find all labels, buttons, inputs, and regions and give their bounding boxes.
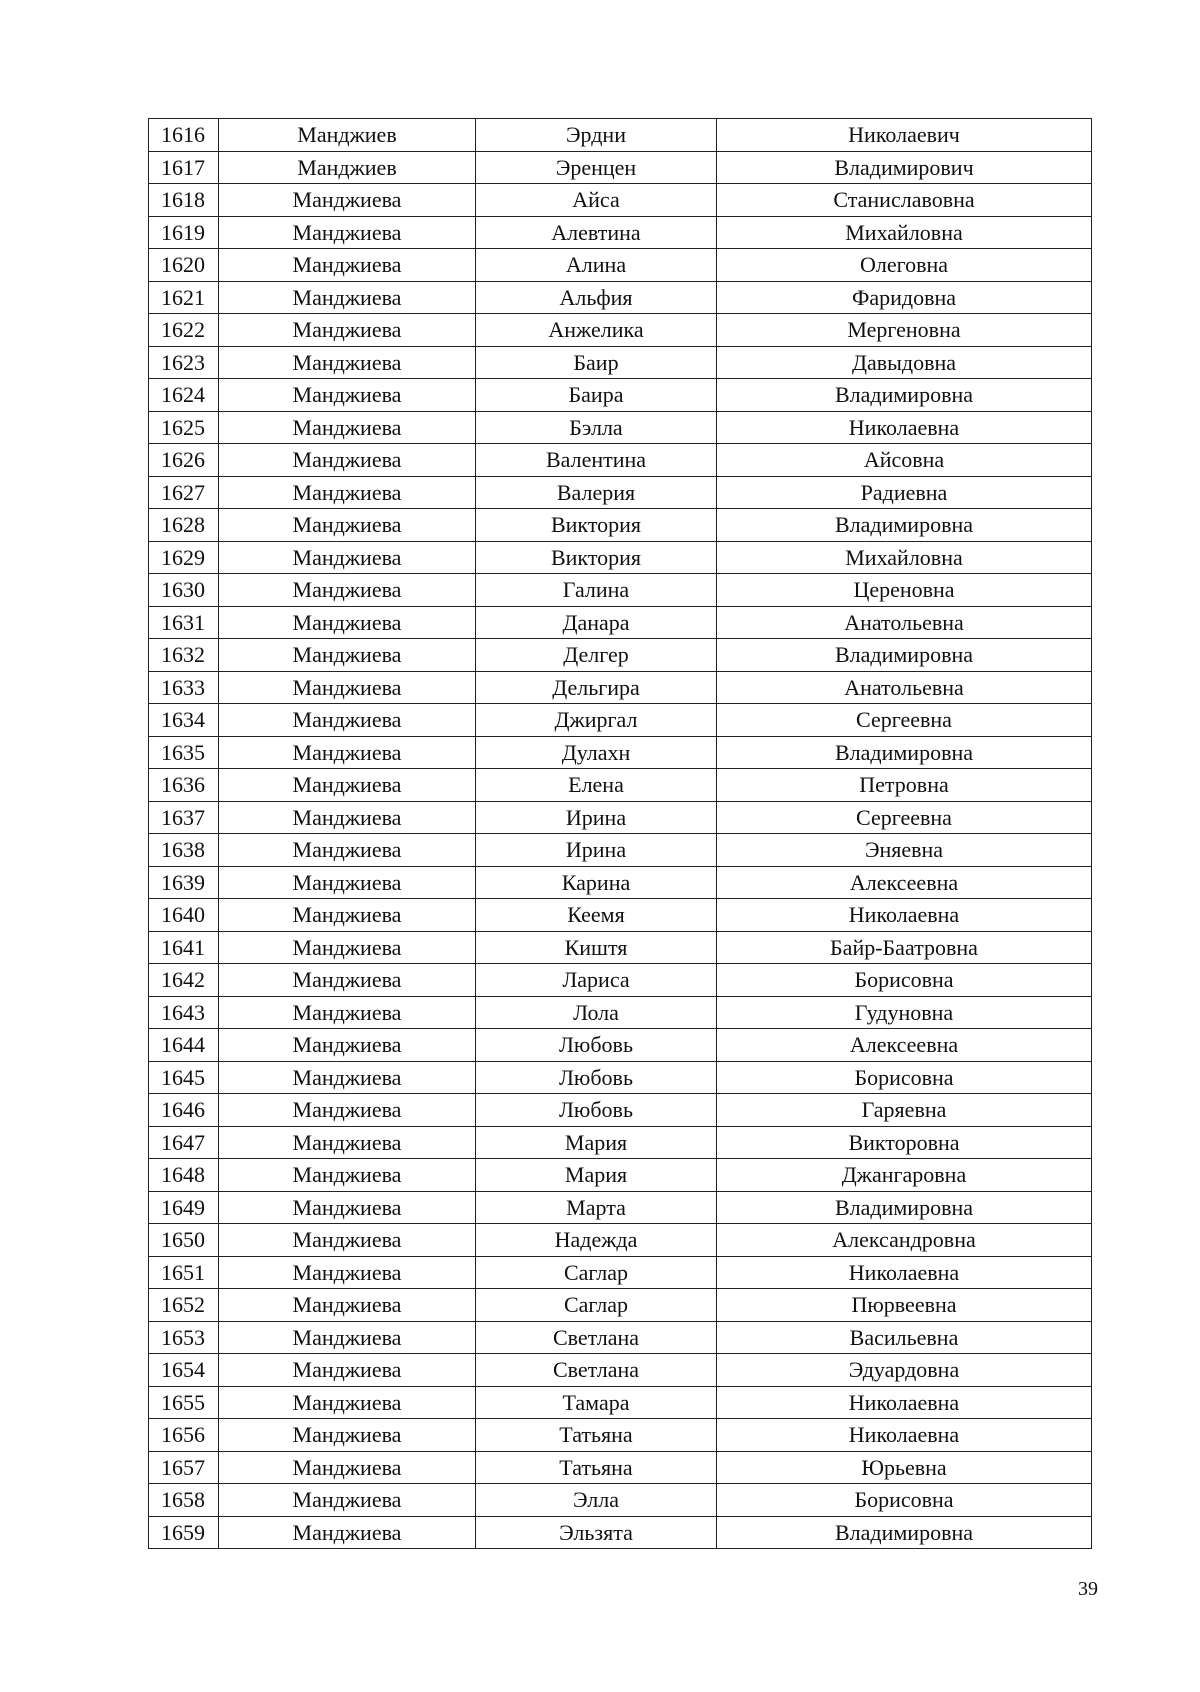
last-name-cell: Манджиева [219,1451,476,1484]
last-name-cell: Манджиева [219,801,476,834]
last-name-cell: Манджиева [219,1354,476,1387]
row-number-cell: 1631 [149,606,219,639]
table-row [149,1354,1092,1387]
row-number-cell: 1637 [149,801,219,834]
first-name-cell: Делгер [476,639,717,672]
page-number: 39 [1078,1578,1098,1600]
table-row [149,1386,1092,1419]
row-number-cell: 1654 [149,1354,219,1387]
row-number-cell: 1629 [149,541,219,574]
last-name-cell: Манджиева [219,1159,476,1192]
last-name-cell: Манджиева [219,834,476,867]
first-name-cell: Данара [476,606,717,639]
last-name-cell: Манджиева [219,184,476,217]
first-name-cell: Мария [476,1126,717,1159]
patronymic-cell: Васильевна [717,1321,1092,1354]
first-name-cell: Валентина [476,444,717,477]
first-name-cell: Алина [476,249,717,282]
table-row [149,444,1092,477]
first-name-cell: Эрдни [476,119,717,152]
patronymic-cell: Николаевич [717,119,1092,152]
row-number-cell: 1650 [149,1224,219,1257]
table-row [149,1126,1092,1159]
first-name-cell: Галина [476,574,717,607]
patronymic-cell: Борисовна [717,1061,1092,1094]
last-name-cell: Манджиева [219,1191,476,1224]
table-row [149,574,1092,607]
row-number-cell: 1644 [149,1029,219,1062]
last-name-cell: Манджиева [219,379,476,412]
row-number-cell: 1625 [149,411,219,444]
first-name-cell: Бэлла [476,411,717,444]
row-number-cell: 1652 [149,1289,219,1322]
last-name-cell: Манджиева [219,1126,476,1159]
row-number-cell: 1649 [149,1191,219,1224]
first-name-cell: Эренцен [476,151,717,184]
patronymic-cell: Эняевна [717,834,1092,867]
table-row [149,346,1092,379]
patronymic-cell: Борисовна [717,964,1092,997]
first-name-cell: Киштя [476,931,717,964]
table-row [149,151,1092,184]
table-row [149,801,1092,834]
patronymic-cell: Николаевна [717,1386,1092,1419]
patronymic-cell: Байр-Баатровна [717,931,1092,964]
first-name-cell: Татьяна [476,1419,717,1452]
patronymic-cell: Николаевна [717,1256,1092,1289]
row-number-cell: 1623 [149,346,219,379]
row-number-cell: 1633 [149,671,219,704]
row-number-cell: 1618 [149,184,219,217]
patronymic-cell: Алексеевна [717,1029,1092,1062]
row-number-cell: 1636 [149,769,219,802]
row-number-cell: 1651 [149,1256,219,1289]
first-name-cell: Эльзята [476,1516,717,1549]
patronymic-cell: Станиславовна [717,184,1092,217]
last-name-cell: Манджиева [219,671,476,704]
table-row [149,411,1092,444]
row-number-cell: 1621 [149,281,219,314]
patronymic-cell: Фаридовна [717,281,1092,314]
first-name-cell: Любовь [476,1029,717,1062]
last-name-cell: Манджиева [219,444,476,477]
row-number-cell: 1641 [149,931,219,964]
first-name-cell: Саглар [476,1256,717,1289]
patronymic-cell: Эдуардовна [717,1354,1092,1387]
table-row [149,1289,1092,1322]
last-name-cell: Манджиева [219,1094,476,1127]
patronymic-cell: Анатольевна [717,671,1092,704]
row-number-cell: 1655 [149,1386,219,1419]
row-number-cell: 1647 [149,1126,219,1159]
row-number-cell: 1624 [149,379,219,412]
last-name-cell: Манджиева [219,1061,476,1094]
first-name-cell: Любовь [476,1061,717,1094]
last-name-cell: Манджиева [219,216,476,249]
first-name-cell: Элла [476,1484,717,1517]
patronymic-cell: Александровна [717,1224,1092,1257]
first-name-cell: Баир [476,346,717,379]
row-number-cell: 1646 [149,1094,219,1127]
first-name-cell: Ирина [476,834,717,867]
first-name-cell: Виктория [476,541,717,574]
last-name-cell: Манджиева [219,1029,476,1062]
patronymic-cell: Джангаровна [717,1159,1092,1192]
patronymic-cell: Алексеевна [717,866,1092,899]
table-row [149,184,1092,217]
last-name-cell: Манджиева [219,574,476,607]
row-number-cell: 1632 [149,639,219,672]
first-name-cell: Виктория [476,509,717,542]
patronymic-cell: Николаевна [717,899,1092,932]
table-row [149,606,1092,639]
table-row [149,704,1092,737]
name-registry-table [148,118,1092,1549]
patronymic-cell: Владимирович [717,151,1092,184]
table-row [149,1224,1092,1257]
row-number-cell: 1659 [149,1516,219,1549]
first-name-cell: Ирина [476,801,717,834]
table-row [149,1094,1092,1127]
first-name-cell: Валерия [476,476,717,509]
patronymic-cell: Айсовна [717,444,1092,477]
patronymic-cell: Мергеновна [717,314,1092,347]
row-number-cell: 1620 [149,249,219,282]
last-name-cell: Манджиева [219,964,476,997]
row-number-cell: 1628 [149,509,219,542]
first-name-cell: Светлана [476,1321,717,1354]
patronymic-cell: Олеговна [717,249,1092,282]
first-name-cell: Елена [476,769,717,802]
table-row [149,1029,1092,1062]
row-number-cell: 1658 [149,1484,219,1517]
last-name-cell: Манджиева [219,866,476,899]
row-number-cell: 1648 [149,1159,219,1192]
first-name-cell: Альфия [476,281,717,314]
first-name-cell: Мария [476,1159,717,1192]
table-row [149,249,1092,282]
first-name-cell: Дулахн [476,736,717,769]
table-row [149,314,1092,347]
table-row [149,1256,1092,1289]
patronymic-cell: Давыдовна [717,346,1092,379]
table-row [149,1516,1092,1549]
row-number-cell: 1638 [149,834,219,867]
patronymic-cell: Юрьевна [717,1451,1092,1484]
last-name-cell: Манджиева [219,346,476,379]
first-name-cell: Любовь [476,1094,717,1127]
row-number-cell: 1616 [149,119,219,152]
last-name-cell: Манджиева [219,281,476,314]
last-name-cell: Манджиев [219,119,476,152]
table-row [149,931,1092,964]
first-name-cell: Алевтина [476,216,717,249]
last-name-cell: Манджиева [219,1386,476,1419]
row-number-cell: 1622 [149,314,219,347]
last-name-cell: Манджиева [219,1419,476,1452]
table-row [149,281,1092,314]
first-name-cell: Татьяна [476,1451,717,1484]
table-row [149,509,1092,542]
table-row [149,216,1092,249]
table-row [149,671,1092,704]
row-number-cell: 1626 [149,444,219,477]
last-name-cell: Манджиева [219,1289,476,1322]
last-name-cell: Манджиева [219,509,476,542]
table-row [149,1484,1092,1517]
first-name-cell: Светлана [476,1354,717,1387]
row-number-cell: 1653 [149,1321,219,1354]
patronymic-cell: Сергеевна [717,704,1092,737]
last-name-cell: Манджиева [219,639,476,672]
row-number-cell: 1617 [149,151,219,184]
table-row [149,964,1092,997]
last-name-cell: Манджиева [219,736,476,769]
patronymic-cell: Владимировна [717,736,1092,769]
last-name-cell: Манджиева [219,1484,476,1517]
table-row [149,1159,1092,1192]
patronymic-cell: Гаряевна [717,1094,1092,1127]
row-number-cell: 1627 [149,476,219,509]
patronymic-cell: Сергеевна [717,801,1092,834]
table-row [149,1321,1092,1354]
first-name-cell: Кеемя [476,899,717,932]
first-name-cell: Карина [476,866,717,899]
last-name-cell: Манджиева [219,476,476,509]
patronymic-cell: Михайловна [717,541,1092,574]
patronymic-cell: Петровна [717,769,1092,802]
last-name-cell: Манджиева [219,314,476,347]
table-row [149,996,1092,1029]
patronymic-cell: Владимировна [717,1191,1092,1224]
last-name-cell: Манджиева [219,931,476,964]
table-row [149,476,1092,509]
last-name-cell: Манджиева [219,704,476,737]
table-row [149,1451,1092,1484]
last-name-cell: Манджиева [219,1321,476,1354]
row-number-cell: 1657 [149,1451,219,1484]
row-number-cell: 1634 [149,704,219,737]
patronymic-cell: Владимировна [717,509,1092,542]
row-number-cell: 1642 [149,964,219,997]
first-name-cell: Айса [476,184,717,217]
table-row [149,736,1092,769]
last-name-cell: Манджиева [219,606,476,639]
first-name-cell: Саглар [476,1289,717,1322]
first-name-cell: Дельгира [476,671,717,704]
first-name-cell: Марта [476,1191,717,1224]
last-name-cell: Манджиева [219,996,476,1029]
patronymic-cell: Викторовна [717,1126,1092,1159]
last-name-cell: Манджиева [219,1516,476,1549]
table-row [149,639,1092,672]
first-name-cell: Лола [476,996,717,1029]
first-name-cell: Лариса [476,964,717,997]
table-row [149,541,1092,574]
patronymic-cell: Николаевна [717,411,1092,444]
last-name-cell: Манджиева [219,1256,476,1289]
table-row [149,1061,1092,1094]
table-row [149,1419,1092,1452]
table-row [149,119,1092,152]
patronymic-cell: Цереновна [717,574,1092,607]
patronymic-cell: Радиевна [717,476,1092,509]
patronymic-cell: Борисовна [717,1484,1092,1517]
row-number-cell: 1645 [149,1061,219,1094]
patronymic-cell: Николаевна [717,1419,1092,1452]
table-row [149,834,1092,867]
last-name-cell: Манджиева [219,1224,476,1257]
row-number-cell: 1656 [149,1419,219,1452]
row-number-cell: 1635 [149,736,219,769]
registry-table-body [149,119,1092,1549]
patronymic-cell: Владимировна [717,379,1092,412]
first-name-cell: Тамара [476,1386,717,1419]
first-name-cell: Джиргал [476,704,717,737]
patronymic-cell: Михайловна [717,216,1092,249]
row-number-cell: 1639 [149,866,219,899]
table-row [149,769,1092,802]
patronymic-cell: Анатольевна [717,606,1092,639]
last-name-cell: Манджиева [219,249,476,282]
last-name-cell: Манджиева [219,411,476,444]
first-name-cell: Анжелика [476,314,717,347]
first-name-cell: Баира [476,379,717,412]
row-number-cell: 1619 [149,216,219,249]
table-row [149,866,1092,899]
patronymic-cell: Владимировна [717,1516,1092,1549]
row-number-cell: 1643 [149,996,219,1029]
patronymic-cell: Пюрвеевна [717,1289,1092,1322]
table-row [149,1191,1092,1224]
first-name-cell: Надежда [476,1224,717,1257]
patronymic-cell: Гудуновна [717,996,1092,1029]
row-number-cell: 1640 [149,899,219,932]
row-number-cell: 1630 [149,574,219,607]
patronymic-cell: Владимировна [717,639,1092,672]
last-name-cell: Манджиев [219,151,476,184]
last-name-cell: Манджиева [219,769,476,802]
last-name-cell: Манджиева [219,899,476,932]
last-name-cell: Манджиева [219,541,476,574]
table-row [149,379,1092,412]
table-row [149,899,1092,932]
